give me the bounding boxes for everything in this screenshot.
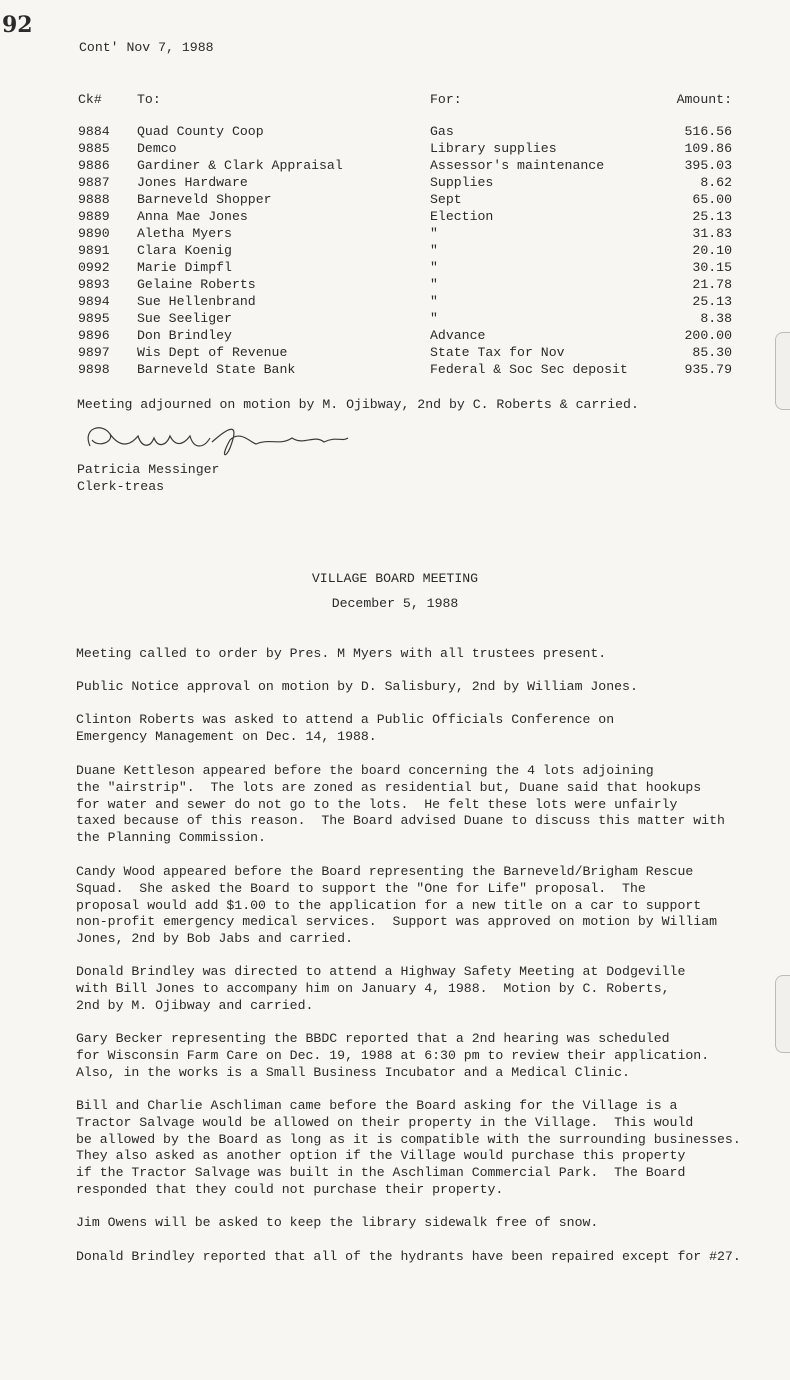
check-number: 9891 — [78, 243, 110, 258]
signer-name: Patricia Messinger — [77, 462, 220, 477]
check-payee: Clara Koenig — [137, 243, 232, 258]
check-purpose: Election — [430, 209, 494, 224]
check-number: 9894 — [78, 294, 110, 309]
minutes-line: Bill and Charlie Aschliman came before the Board asking for the Village is a — [76, 1098, 678, 1113]
check-row — [0, 260, 790, 277]
check-number: 9896 — [78, 328, 110, 343]
check-payee: Anna Mae Jones — [137, 209, 248, 224]
minutes-line: the "airstrip". The lots are zoned as residential but, Duane said that hookups — [76, 779, 702, 795]
minutes-line: Tractor Salvage would be allowed on their property in the Village. This would — [76, 1114, 694, 1130]
check-amount: 516.56 — [684, 124, 732, 139]
col-for-header: For: — [430, 92, 462, 107]
minutes-paragraph — [76, 864, 788, 948]
check-purpose: " — [430, 277, 438, 292]
binder-clip-bottom — [775, 975, 790, 1053]
check-row — [0, 209, 790, 226]
minutes-paragraph — [76, 763, 788, 847]
check-number: 9889 — [78, 209, 110, 224]
check-purpose: Library supplies — [430, 141, 557, 156]
minutes-line: Candy Wood appeared before the Board representing the Barneveld/Brigham Rescue — [76, 864, 694, 879]
check-table — [0, 124, 790, 379]
check-amount: 30.15 — [692, 260, 732, 275]
check-payee: Demco — [137, 141, 177, 156]
minutes-line: non-profit emergency medical services. Support was approved on motion by William — [76, 914, 718, 930]
check-purpose: Advance — [430, 328, 486, 343]
check-purpose: " — [430, 243, 438, 258]
minutes-line: Clinton Roberts was asked to attend a Public Officials Conference on — [76, 712, 615, 727]
page-number: 92 — [2, 12, 33, 38]
check-purpose: Gas — [430, 124, 454, 139]
check-payee: Wis Dept of Revenue — [137, 345, 288, 360]
check-amount: 25.13 — [692, 209, 732, 224]
check-row — [0, 277, 790, 294]
check-amount: 65.00 — [692, 192, 732, 207]
minutes-line: Emergency Management on Dec. 14, 1988. — [76, 728, 377, 744]
check-payee: Marie Dimpfl — [137, 260, 232, 275]
check-purpose: Sept — [430, 192, 462, 207]
check-amount: 25.13 — [692, 294, 732, 309]
check-amount: 85.30 — [692, 345, 732, 360]
check-payee: Gelaine Roberts — [137, 277, 256, 292]
signature — [80, 418, 360, 464]
minutes-line: Donald Brindley was directed to attend a Highway Safety Meeting at Dodgeville — [76, 964, 686, 979]
check-number: 9897 — [78, 345, 110, 360]
check-number: 9888 — [78, 192, 110, 207]
check-number: 9893 — [78, 277, 110, 292]
check-row — [0, 175, 790, 192]
check-payee: Gardiner & Clark Appraisal — [137, 158, 343, 173]
check-number: 9886 — [78, 158, 110, 173]
check-amount: 8.62 — [700, 175, 732, 190]
check-row — [0, 328, 790, 345]
check-number: 9887 — [78, 175, 110, 190]
minutes-line: They also asked as another option if the Village would purchase this property — [76, 1148, 686, 1164]
check-payee: Sue Hellenbrand — [137, 294, 256, 309]
check-payee: Quad County Coop — [137, 124, 264, 139]
continuation-header: Cont' Nov 7, 1988 — [79, 40, 214, 55]
minutes-line: 2nd by M. Ojibway and carried. — [76, 997, 314, 1013]
check-amount: 395.03 — [684, 158, 732, 173]
minutes-line: taxed because of this reason. The Board advised Duane to discuss this matter with — [76, 813, 725, 829]
minutes-line: for water and sewer do not go to the lots. He felt these lots were unfairly — [76, 796, 678, 812]
minutes-paragraph — [76, 1249, 788, 1266]
check-number: 9890 — [78, 226, 110, 241]
check-table-header — [0, 92, 790, 108]
check-payee: Don Brindley — [137, 328, 232, 343]
check-row — [0, 362, 790, 379]
minutes-line: Jim Owens will be asked to keep the library sidewalk free of snow. — [76, 1215, 599, 1230]
check-amount: 8.38 — [700, 311, 732, 326]
minutes-line: for Wisconsin Farm Care on Dec. 19, 1988 at 6:30 pm to review their application. — [76, 1047, 710, 1063]
minutes-line: the Planning Commission. — [76, 830, 266, 846]
minutes-line: with Bill Jones to accompany him on January 4, 1988. Motion by C. Roberts, — [76, 980, 670, 996]
check-purpose: " — [430, 260, 438, 275]
minutes-paragraph — [76, 1098, 788, 1199]
check-purpose: State Tax for Nov — [430, 345, 565, 360]
check-row — [0, 192, 790, 209]
minutes-line: Gary Becker representing the BBDC reported that a 2nd hearing was scheduled — [76, 1031, 670, 1046]
minutes-line: Jones, 2nd by Bob Jabs and carried. — [76, 931, 353, 947]
minutes-line: if the Tractor Salvage was built in the Aschliman Commercial Park. The Board — [76, 1165, 686, 1181]
minutes-line: Meeting called to order by Pres. M Myers with all trustees present. — [76, 646, 607, 661]
minutes-paragraph — [76, 964, 788, 1014]
minutes-line: responded that they could not purchase their property. — [76, 1181, 504, 1197]
check-row — [0, 141, 790, 158]
check-purpose: Supplies — [430, 175, 494, 190]
col-ck-header: Ck# — [78, 92, 102, 107]
check-amount: 935.79 — [684, 362, 732, 377]
check-payee: Sue Seeliger — [137, 311, 232, 326]
check-number: 9884 — [78, 124, 110, 139]
check-amount: 200.00 — [684, 328, 732, 343]
check-purpose: Federal & Soc Sec deposit — [430, 362, 628, 377]
check-number: 0992 — [78, 260, 110, 275]
signer-title: Clerk-treas — [77, 479, 165, 494]
check-row — [0, 294, 790, 311]
check-amount: 31.83 — [692, 226, 732, 241]
minutes-line: proposal would add $1.00 to the application for a new title on a car to support — [76, 897, 702, 913]
binder-clip-top — [775, 332, 790, 410]
minutes-paragraph — [76, 712, 788, 746]
minutes-line: be allowed by the Board as long as it is compatible with the surrounding businesses. — [76, 1131, 741, 1147]
col-to-header: To: — [137, 92, 161, 107]
check-row — [0, 124, 790, 141]
minutes-paragraph — [76, 646, 788, 663]
check-payee: Barneveld State Bank — [137, 362, 296, 377]
check-payee: Aletha Myers — [137, 226, 232, 241]
minutes-line: Donald Brindley reported that all of the hydrants have been repaired except for #27. — [76, 1249, 741, 1264]
check-purpose: " — [430, 294, 438, 309]
check-number: 9885 — [78, 141, 110, 156]
check-row — [0, 311, 790, 328]
col-amount-header: Amount: — [676, 92, 732, 107]
minutes-paragraph — [76, 1031, 788, 1081]
minutes-line: Squad. She asked the Board to support the "One for Life" proposal. The — [76, 880, 646, 896]
check-row — [0, 158, 790, 175]
check-purpose: Assessor's maintenance — [430, 158, 605, 173]
minutes-line: Public Notice approval on motion by D. Salisbury, 2nd by William Jones. — [76, 679, 638, 694]
check-number: 9898 — [78, 362, 110, 377]
minutes-line: Also, in the works is a Small Business Incubator and a Medical Clinic. — [76, 1064, 630, 1080]
check-payee: Jones Hardware — [137, 175, 248, 190]
meeting-date: December 5, 1988 — [331, 596, 459, 611]
meeting-title: VILLAGE BOARD MEETING — [311, 571, 479, 586]
check-number: 9895 — [78, 311, 110, 326]
check-purpose: " — [430, 311, 438, 326]
check-purpose: " — [430, 226, 438, 241]
check-amount: 20.10 — [692, 243, 732, 258]
check-amount: 21.78 — [692, 277, 732, 292]
adjourned-line: Meeting adjourned on motion by M. Ojibway, 2nd by C. Roberts & carried. — [77, 397, 639, 412]
check-row — [0, 226, 790, 243]
minutes-line: Duane Kettleson appeared before the board concerning the 4 lots adjoining — [76, 763, 654, 778]
check-amount: 109.86 — [684, 141, 732, 156]
check-payee: Barneveld Shopper — [137, 192, 272, 207]
minutes-paragraph — [76, 1215, 788, 1232]
check-row — [0, 345, 790, 362]
minutes-paragraph — [76, 679, 788, 696]
signature-block — [77, 461, 219, 495]
check-row — [0, 243, 790, 260]
